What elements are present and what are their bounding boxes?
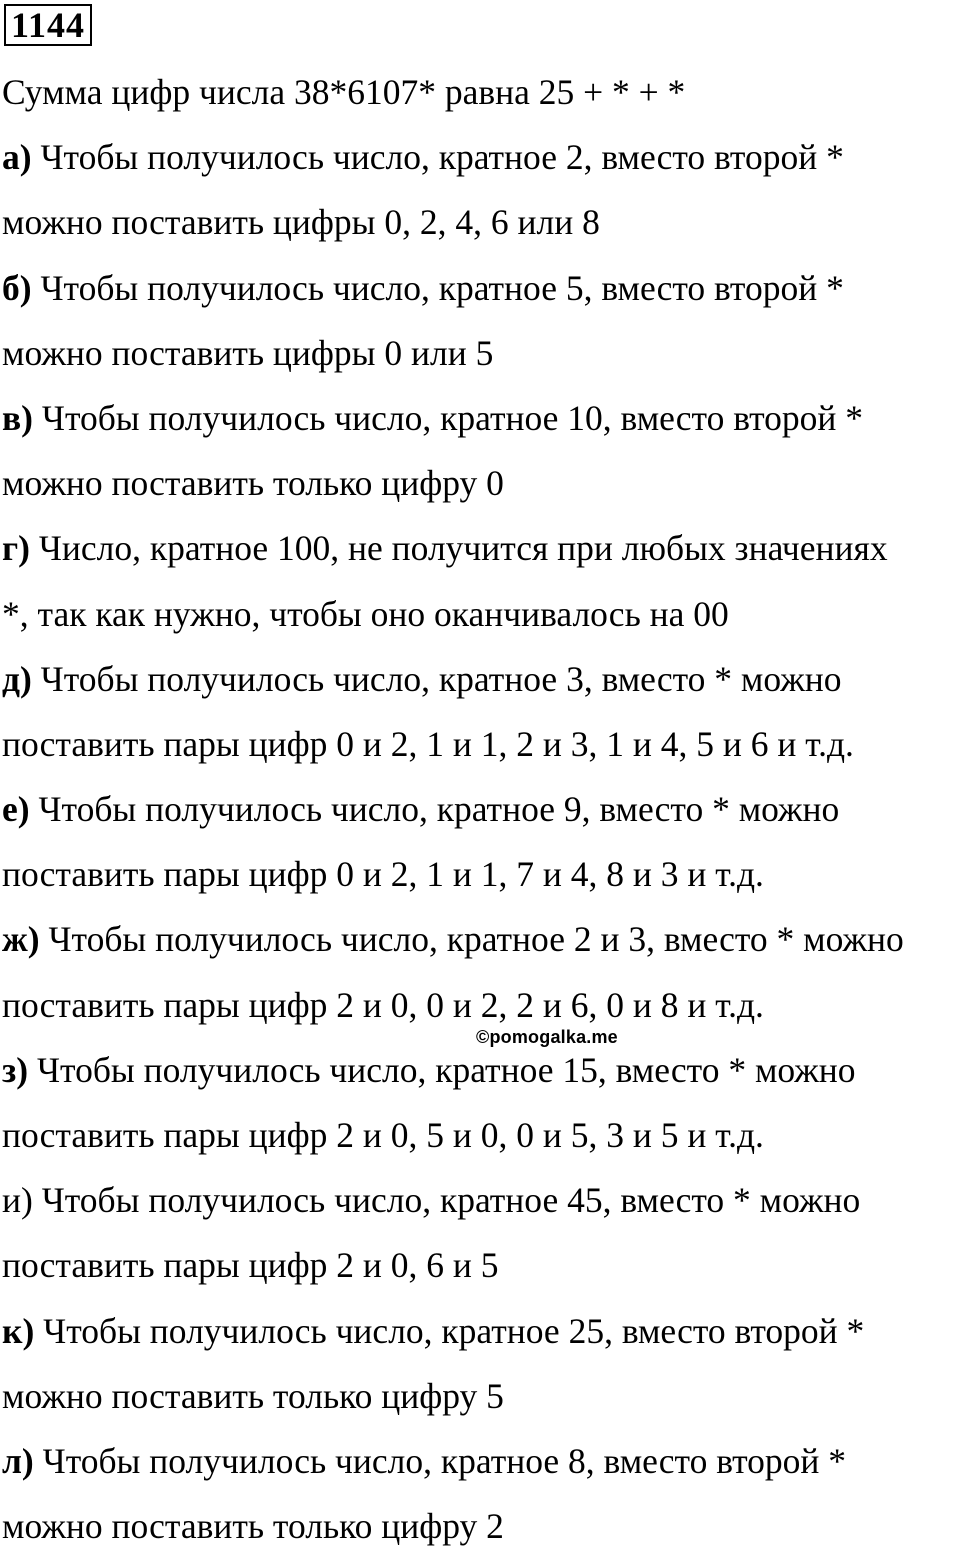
item-label: к) [2,1310,35,1351]
watermark: ©pomogalka.me [476,1027,618,1047]
item-a-line-1 [2,125,960,190]
item-g-line-2: *, так как нужно, чтобы оно оканчивалось на 00 [2,593,729,634]
item-text: Чтобы получилось число, кратное 5, вместо второй * [31,267,844,308]
item-label: г) [2,528,30,569]
item-text: Чтобы получилось число, кратное 15, вместо * можно [28,1049,856,1090]
item-label: а) [2,137,32,178]
item-d-line-1 [2,647,960,712]
item-e-line-2: поставить пары цифр 0 и 2, 1 и 1, 7 и 4, 8 и 3 и т.д. [2,854,764,895]
item-zh-line-1 [2,907,960,972]
item-text: Чтобы получилось число, кратное 9, вместо * можно [29,789,840,830]
item-v-line-1 [2,386,960,451]
item-v-line-2: можно поставить только цифру 0 [2,463,504,504]
item-text: Чтобы получилось число, кратное 3, вместо * можно [31,658,842,699]
item-i-line-2: поставить пары цифр 2 и 0, 6 и 5 [2,1245,499,1286]
item-z-line-2: поставить пары цифр 2 и 0, 5 и 0, 0 и 5, 3 и 5 и т.д. [2,1115,764,1155]
item-text: и) Чтобы получилось число, кратное 45, вместо * можно [2,1180,861,1221]
item-label: л) [2,1440,34,1481]
item-b-line-2: можно поставить цифры 0 или 5 [2,332,494,373]
item-label: б) [2,267,32,308]
item-zh-line-2: поставить пары цифр 2 и 0, 0 и 2, 2 и 6, 0 и 8 и т.д. [2,984,764,1025]
item-l-line-2: можно поставить только цифру 2 [2,1506,504,1547]
intro-line: Сумма цифр числа 38*6107* равна 25 + * + * [2,72,686,112]
item-a-line-2: можно поставить цифры 0, 2, 4, 6 или 8 [2,202,600,243]
item-text: Чтобы получилось число, кратное 25, вместо второй * [34,1310,865,1351]
item-k-line-1 [2,1299,960,1364]
item-l-line-1 [2,1429,960,1494]
item-i-line-1 [2,1168,960,1233]
item-g-line-1 [2,516,960,581]
item-text: Чтобы получилось число, кратное 10, вместо второй * [33,397,864,438]
item-e-line-1 [2,777,960,842]
solution-text [2,60,960,1559]
item-text: Чтобы получилось число, кратное 2, вместо второй * [31,137,844,178]
item-text: Чтобы получилось число, кратное 8, вместо второй * [33,1440,847,1481]
item-label: з) [2,1049,29,1090]
item-label: ж) [2,919,40,960]
item-text: Число, кратное 100, не получится при любых значениях [29,528,888,569]
item-label: в) [2,397,33,438]
problem-number: 1144 [4,4,92,46]
item-d-line-2: поставить пары цифр 0 и 2, 1 и 1, 2 и 3, 1 и 4, 5 и 6 и т.д. [2,723,854,764]
item-text: Чтобы получилось число, кратное 2 и 3, вместо * можно [39,919,904,960]
item-label: е) [2,789,30,830]
item-b-line-1 [2,256,960,321]
item-k-line-2: можно поставить только цифру 5 [2,1375,504,1416]
item-label: д) [2,658,32,699]
